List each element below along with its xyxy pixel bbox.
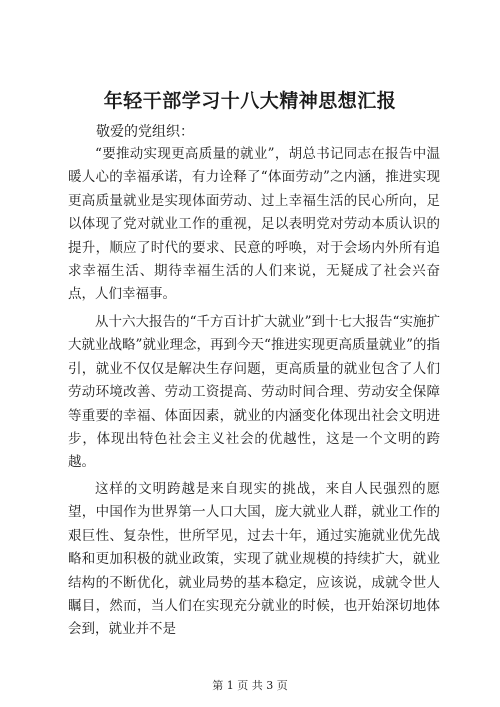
paragraph-3: 这样的文明跨越是来自现实的挑战，来自人民强烈的愿望，中国作为世界第一人口大国，庞大就业人群，就业工作的艰巨性、复杂性，世所罕见，过去十年，通过实施就业优先战略和更加积极的就业政策，实现了就业规模的持续扩大，就业结构的不断优化，就业局势的基本稳定，应该说，成就令世人瞩目，然而，当人们在实现充分就业的时候，也开始深切地体会到，就业并不是 [68, 481, 440, 638]
salutation: 敬爱的党组织： [96, 124, 194, 140]
paragraph-2: 从十六大报告的“千方百计扩大就业”到十七大报告“实施扩大就业战略”就业理念，再到今天“推进实现更高质量就业”的指引，就业不仅仅是解决生存问题，更高质量的就业包含了人们劳动环境改善、劳动工资提高、劳动时间合理、劳动安全保障等重要的幸福、体面因素，就业的内涵变化体现出社会文明进步，体现出特色社会主义社会的优越性，这是一个文明的跨越。 [68, 314, 440, 471]
document-title: 年轻干部学习十八大精神思想汇报 [103, 90, 397, 112]
paragraph-1: “要推动实现更高质量的就业”，胡总书记同志在报告中温暖人心的幸福承诺，有力诠释了“体面劳动”之内涵，推进实现更高质量就业是实现体面劳动、过上幸福生活的民心所向，足以体现了党对就业工作的重视，足以表明党对劳动本质认识的提升，顺应了时代的要求、民意的呼唤，对于会场内外所有追求幸福生活、期待幸福生活的人们来说，无疑成了社会兴奋点，人们幸福事。 [68, 146, 440, 303]
page-number-footer: 第 1 页 共 3 页 [212, 679, 288, 692]
